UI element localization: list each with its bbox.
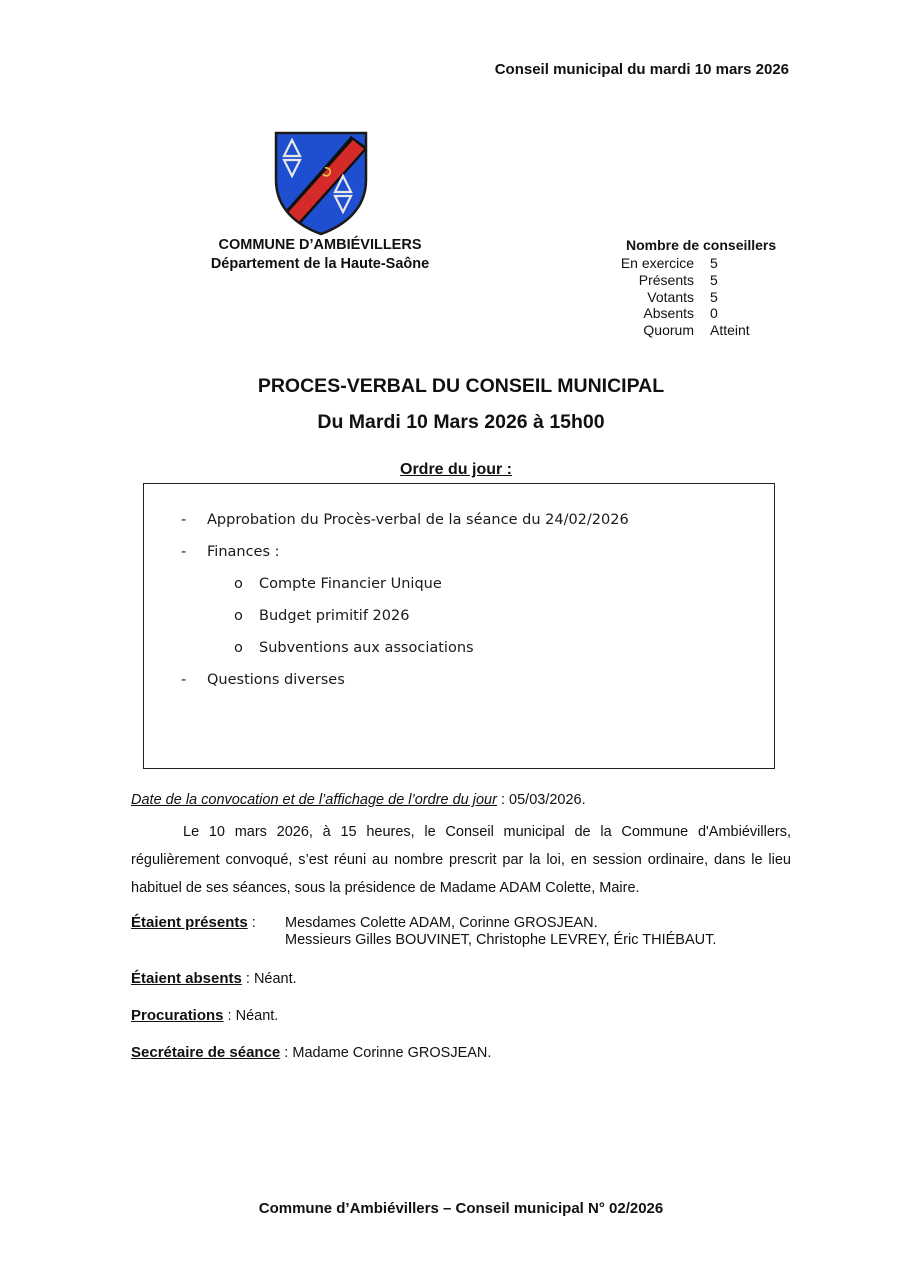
presents-women: Mesdames Colette ADAM, Corinne GROSJEAN. bbox=[285, 915, 598, 931]
agenda-item-text: Approbation du Procès-verbal de la séance du 24/02/2026 bbox=[207, 512, 629, 528]
count-value: 0 bbox=[710, 305, 718, 322]
commune-name: COMMUNE D’AMBIÉVILLERS bbox=[218, 237, 422, 253]
commune-block bbox=[190, 236, 450, 274]
count-value: 5 bbox=[710, 255, 718, 271]
presents-label: Étaient présents bbox=[131, 914, 248, 931]
circle-bullet: o bbox=[234, 576, 243, 592]
commune-department: Département de la Haute-Saône bbox=[210, 256, 430, 272]
session-paragraph bbox=[131, 818, 791, 902]
agenda-subitem-text: Subventions aux associations bbox=[259, 640, 474, 656]
header-date-line: Conseil municipal du mardi 10 mars 2026 bbox=[494, 61, 789, 78]
commune-coat-of-arms bbox=[273, 130, 369, 236]
presents-list bbox=[285, 915, 716, 949]
agenda-subitem-text: Budget primitif 2026 bbox=[259, 608, 410, 624]
count-label: Présents bbox=[638, 271, 694, 288]
page-footer: Commune d’Ambiévillers – Conseil municipal N° 02/2026 bbox=[258, 1200, 664, 1217]
counts-title: Nombre de conseillers bbox=[626, 237, 777, 253]
secretaire-section bbox=[131, 1044, 491, 1062]
absents-section bbox=[131, 970, 297, 988]
presents-separator: : bbox=[247, 915, 256, 931]
convocation-label: Date de la convocation et de l’affichage de l’ordre du jour bbox=[131, 792, 497, 808]
counts-row bbox=[600, 305, 750, 322]
document-subtitle: Du Mardi 10 Mars 2026 à 15h00 bbox=[317, 411, 605, 433]
dash-bullet: - bbox=[181, 672, 187, 688]
counts-row bbox=[600, 289, 750, 306]
document-title: PROCES-VERBAL DU CONSEIL MUNICIPAL bbox=[257, 375, 665, 397]
session-paragraph-text: Le 10 mars 2026, à 15 heures, le Conseil municipal de la Commune d'Ambiévillers, régulièrement convoqué, s’est réuni au nombre prescrit par la loi, en session ordinaire, dans le lieu habituel de ses séances, sous la présidence de Madame ADAM Colette, Maire. bbox=[131, 824, 791, 896]
presents-men: Messieurs Gilles BOUVINET, Christophe LEVREY, Éric THIÉBAUT. bbox=[285, 932, 717, 948]
circle-bullet: o bbox=[234, 640, 243, 656]
dash-bullet: - bbox=[181, 544, 187, 560]
count-value: 5 bbox=[710, 288, 718, 305]
count-value: 5 bbox=[710, 271, 718, 288]
procurations-value: : Néant. bbox=[223, 1008, 279, 1024]
agenda-box bbox=[143, 483, 775, 769]
agenda-subitem-text: Compte Financier Unique bbox=[259, 576, 442, 592]
count-label: En exercice bbox=[620, 255, 694, 271]
agenda-item-text: Finances : bbox=[207, 544, 280, 560]
secretaire-label: Secrétaire de séance bbox=[131, 1044, 281, 1061]
presents-section bbox=[131, 914, 256, 932]
count-label: Quorum bbox=[643, 322, 694, 339]
circle-bullet: o bbox=[234, 608, 243, 624]
agenda-title-suffix: : bbox=[502, 461, 513, 478]
convocation-value: : 05/03/2026. bbox=[496, 792, 586, 808]
count-value: Atteint bbox=[710, 322, 750, 339]
agenda-item-text: Questions diverses bbox=[207, 672, 345, 688]
absents-value: : Néant. bbox=[241, 971, 297, 987]
agenda-title bbox=[400, 461, 512, 479]
procurations-label: Procurations bbox=[131, 1007, 224, 1024]
agenda-title-text: Ordre du jour bbox=[400, 461, 503, 478]
convocation-line bbox=[131, 792, 586, 808]
count-label: Votants bbox=[647, 288, 694, 305]
secretaire-value: : Madame Corinne GROSJEAN. bbox=[280, 1045, 492, 1061]
counts-row bbox=[600, 255, 750, 272]
procurations-section bbox=[131, 1007, 278, 1025]
dash-bullet: - bbox=[181, 512, 187, 528]
counts-row bbox=[600, 322, 750, 339]
councillor-counts-table bbox=[600, 255, 750, 339]
absents-label: Étaient absents bbox=[131, 970, 242, 987]
count-label: Absents bbox=[643, 305, 694, 322]
counts-row bbox=[600, 272, 750, 289]
